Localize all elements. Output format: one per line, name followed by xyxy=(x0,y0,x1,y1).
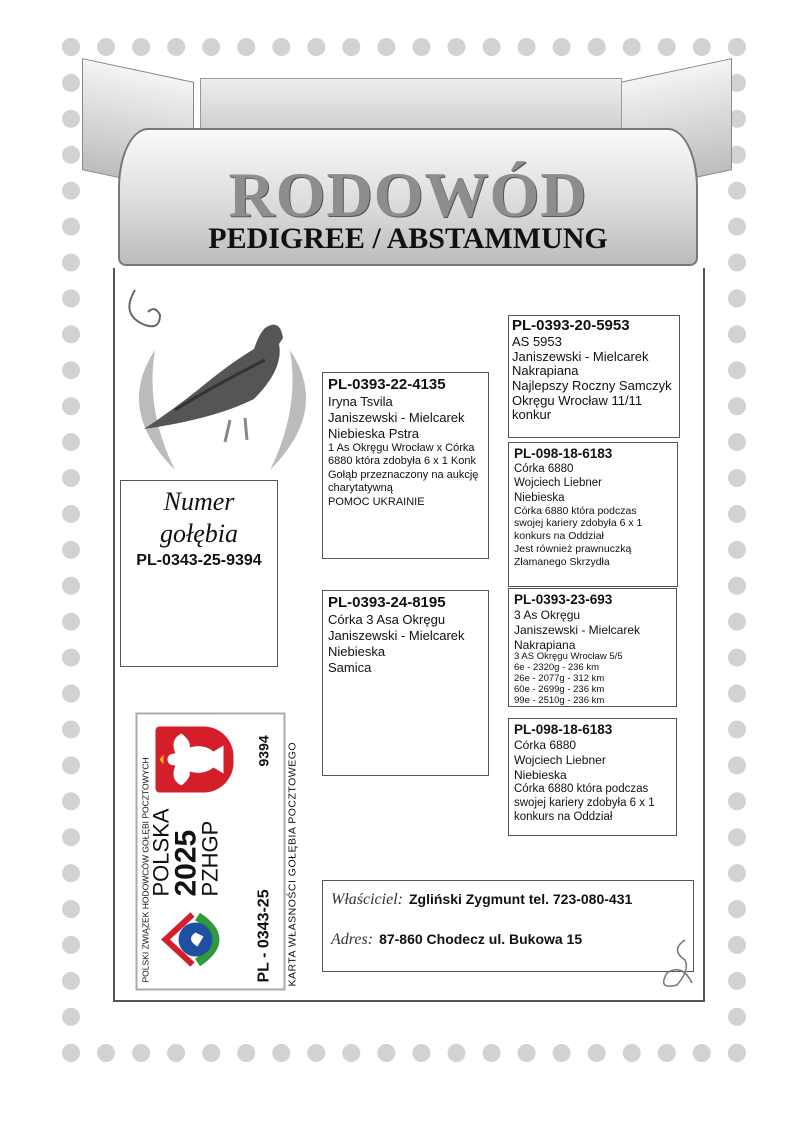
card-caption: KARTA WŁASNOŚCI GOŁĘBIA POCZTOWEGO xyxy=(286,741,299,987)
card-ring-number: 9394 xyxy=(255,735,272,767)
page-subtitle: PEDIGREE / ABSTAMMUNG xyxy=(208,222,608,255)
association-name: POLSKI ZWIĄZEK HODOWCÓW GOŁĘBI POCZTOWYCH xyxy=(140,757,151,983)
page-title: RODOWÓD xyxy=(228,159,588,230)
polish-eagle-emblem-icon xyxy=(156,727,234,793)
address-value: 87-860 Chodecz ul. Bukowa 15 xyxy=(379,931,583,947)
ownership-card xyxy=(136,713,301,991)
card-org: PZHGP xyxy=(197,820,223,897)
pigeon-icon xyxy=(144,325,283,442)
pzhgp-logo-icon xyxy=(158,905,228,975)
pigeon-ring-number: PL-0343-25-9394 xyxy=(136,552,262,570)
owner-value: Zgliński Zygmunt tel. 723-080-431 xyxy=(408,891,633,907)
card-year: 2025 xyxy=(169,829,203,897)
pigeon-laurel-image xyxy=(115,270,325,480)
pigeon-number-box xyxy=(120,480,278,667)
granddam-maternal-box: PL-098-18-6183 Córka 6880 Wojciech Liebner Niebieska Córka 6880 która podczas swojej kariery zdobyła 6 x 1 konkurs na Oddział xyxy=(508,718,677,836)
owner-box xyxy=(322,880,694,972)
granddam-paternal-box: PL-098-18-6183 Córka 6880 Wojciech Liebner Niebieska Córka 6880 która podczas swojej kariery zdobyła 6 x 1 konkurs na Oddział Jest również prawnuczką Złamanego Skrzydła xyxy=(508,442,678,587)
card-country: POLSKA xyxy=(148,808,174,897)
sire-box: PL-0393-22-4135 Iryna Tsvila Janiszewski - Mielcarek Niebieska Pstra 1 As Okręgu Wrocław x Córka 6880 która zdobyła 6 x 1 Konk Gołąb przeznaczony na aukcję charytatywną POMOC UKRAINIE xyxy=(322,372,489,559)
grandsire-maternal-box: PL-0393-23-693 3 As Okręgu Janiszewski - Mielcarek Nakrapiana 3 AS Okręgu Wrocław 5/5 6e - 2320g - 236 km 26e - 2077g - 312 km 60e - 2699g - 236 km 99e - 2510g - 236 km xyxy=(508,588,677,707)
flourish-icon xyxy=(129,290,160,326)
address-label: Adres: xyxy=(331,931,374,948)
dam-box: PL-0393-24-8195 Córka 3 Asa Okręgu Janiszewski - Mielcarek Niebieska Samica xyxy=(322,590,489,776)
flourish-icon xyxy=(650,935,700,995)
owner-label: Właściciel: xyxy=(331,891,403,908)
card-ring-prefix: PL - 0343-25 xyxy=(255,889,273,983)
grandsire-paternal-box: PL-0393-20-5953 AS 5953 Janiszewski - Mielcarek Nakrapiana Najlepszy Roczny Samczyk Okręgu Wrocław 11/11 konkur xyxy=(508,315,680,438)
pigeon-number-label: Numer gołębia xyxy=(160,487,238,548)
